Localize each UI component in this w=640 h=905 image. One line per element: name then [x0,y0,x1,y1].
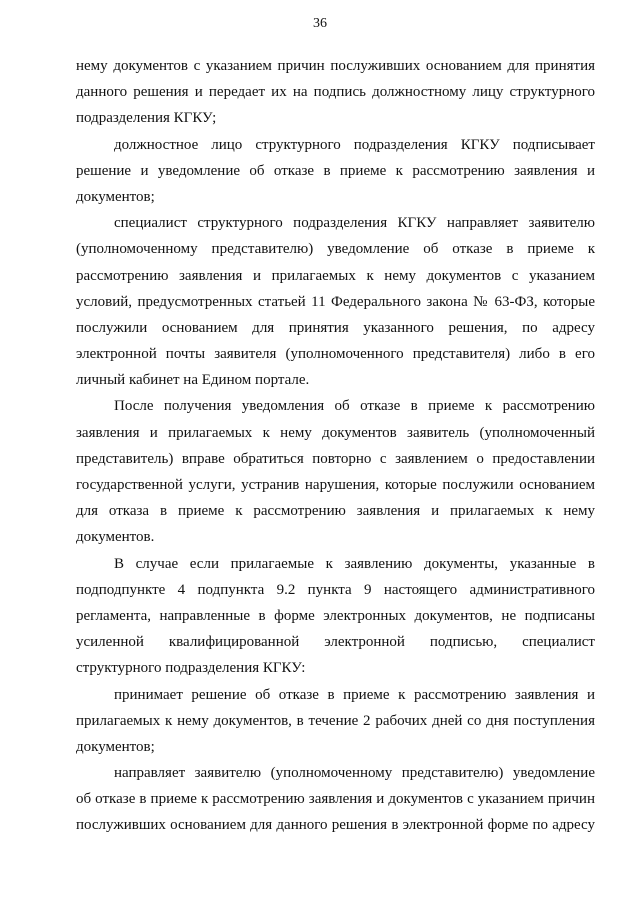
text-line: документов; [76,738,155,755]
text-line: регламента, направленные в форме электронных документов, не подписаны [76,607,595,624]
text-line: подразделения КГКУ; [76,110,217,127]
text-line: решение и уведомление об отказе в приеме к рассмотрению заявления и [76,162,595,179]
text-line: После получения уведомления об отказе в приеме к рассмотрению [114,398,595,415]
text-line: государственной услуги, устранив нарушения, которые послужили основанием [76,477,595,493]
text-line: об отказе в приеме к рассмотрению заявления и документов с указанием причин [76,791,595,808]
text-line: нему документов с указанием причин послуживших основанием для принятия [76,58,595,74]
text-line: послуживших основанием для данного решения в электронной форме по адресу [76,817,595,834]
text-line: личный кабинет на Едином портале. [76,372,310,389]
text-line: послужили основанием для принятия указанного решения, по адресу [76,319,595,336]
text-line: для отказа в приеме к рассмотрению заявления и прилагаемых к нему [76,503,595,520]
text-line: структурного подразделения КГКУ: [76,660,306,677]
document-body [76,53,595,839]
text-line: подподпункте 4 подпункта 9.2 пункта 9 настоящего административного [76,581,595,598]
text-line: должностное лицо структурного подразделения КГКУ подписывает [114,136,595,153]
text-line: документов; [76,188,155,205]
text-line: документов. [76,529,155,546]
text-line: (уполномоченному представителю) уведомление об отказе в приеме к [76,241,595,258]
text-line: направляет заявителю (уполномоченному представителю) уведомление [114,765,595,782]
text-line: принимает решение об отказе в приеме к рассмотрению заявления и [114,686,595,703]
text-line: В случае если прилагаемые к заявлению документы, указанные в [114,555,595,572]
text-line: электронной почты заявителя (уполномоченного представителя) либо в его [76,346,595,363]
text-line: специалист структурного подразделения КГКУ направляет заявителю [114,215,595,232]
text-line: условий, предусмотренных статьей 11 Федерального закона № 63-ФЗ, которые [76,293,595,310]
text-line: представитель) вправе обратиться повторно с заявлением о предоставлении [76,450,595,467]
text-line: усиленной квалифицированной электронной подписью, специалист [76,634,595,651]
page-number: 36 [313,16,327,31]
text-line: заявления и прилагаемых к нему документов заявитель (уполномоченный [76,424,595,441]
text-line: прилагаемых к нему документов, в течение 2 рабочих дней со дня поступления [76,712,595,729]
text-line: данного решения и передает их на подпись должностному лицу структурного [76,84,595,101]
text-line: рассмотрению заявления и прилагаемых к нему документов с указанием [76,267,595,284]
